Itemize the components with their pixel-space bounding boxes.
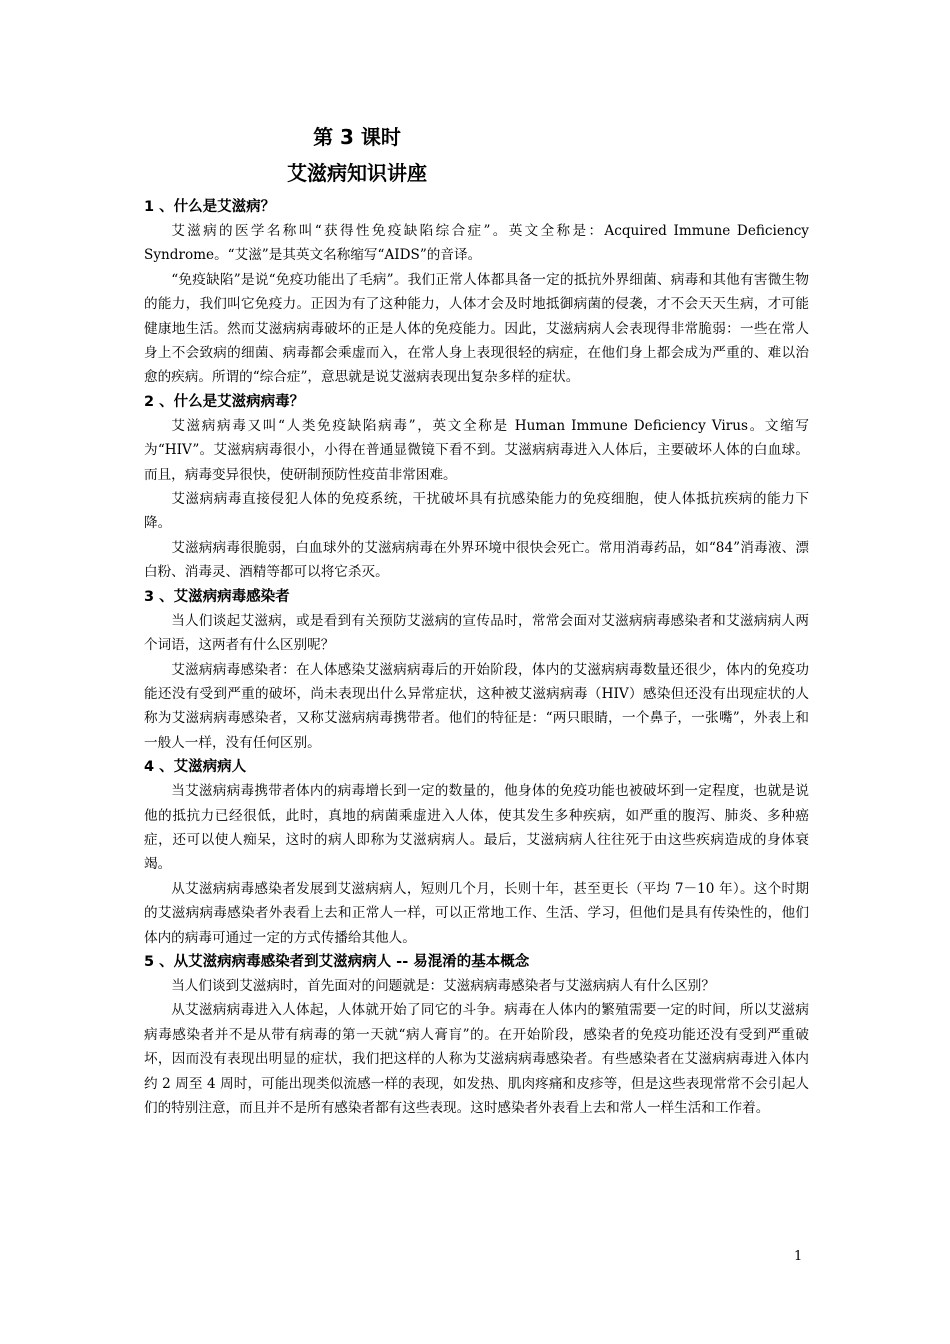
document-body <box>144 195 809 1120</box>
section-heading: 5 、从艾滋病病毒感染者到艾滋病病人 -- 易混淆的基本概念 <box>144 953 530 970</box>
section-3 <box>144 585 809 755</box>
paragraph: 从艾滋病病毒感染者发展到艾滋病病人，短则几个月，长则十年，甚至更长（平均 7－10 年）。这个时期的艾滋病病毒感染者外表看上去和正常人一样，可以正常地工作、生活、学习，但他们是具有传染性的，他们体内的病毒可通过一定的方式传播给其他人。 <box>144 880 809 946</box>
section-heading: 3 、艾滋病病毒感染者 <box>144 588 290 605</box>
page-number: 1 <box>794 1249 803 1264</box>
section-1 <box>144 195 809 390</box>
section-2 <box>144 390 809 585</box>
paragraph: 艾滋病病毒很脆弱，白血球外的艾滋病病毒在外界环境中很快会死亡。常用消毒药品，如“84”消毒液、漂白粉、消毒灵、酒精等都可以将它杀灭。 <box>144 539 809 581</box>
paragraph: 当人们谈起艾滋病，或是看到有关预防艾滋病的宣传品时，常常会面对艾滋病病毒感染者和艾滋病病人两个词语，这两者有什么区别呢？ <box>144 612 809 654</box>
paragraph: 当艾滋病病毒携带者体内的病毒增长到一定的数量的，他身体的免疫功能也被破坏到一定程度，也就是说他的抵抗力已经很低，此时，真地的病菌乘虚进入人体，使其发生多种疾病，如严重的腹泻、肺炎、多种癌症，还可以使人痴呆，这时的病人即称为艾滋病病人。最后，艾滋病病人往往死于由这些疾病造成的身体衰竭。 <box>144 783 809 873</box>
lecture-title: 艾滋病知识讲座 <box>287 161 427 185</box>
lesson-title: 第 3 课时 <box>313 125 401 149</box>
paragraph: “免疫缺陷”是说“免疫功能出了毛病”。我们正常人体都具备一定的抵抗外界细菌、病毒和其他有害微生物的能力，我们叫它免疫力。正因为有了这种能力，人体才会及时地抵御病菌的侵袭，才不会天天生病，才可能健康地生活。然而艾滋病病毒破坏的正是人体的免疫能力。因此，艾滋病病人会表现得非常脆弱：一些在常人身上不会致病的细菌、病毒都会乘虚而入，在常人身上表现很轻的病症，在他们身上都会成为严重的、难以治愈的疾病。所谓的“综合症”，意思就是说艾滋病表现出复杂多样的症状。 <box>144 271 809 386</box>
section-5 <box>144 950 809 1120</box>
paragraph: 艾滋病病毒又叫“人类免疫缺陷病毒”，英文全称是 Human Immune Deficiency Virus。文缩写为“HIV”。艾滋病病毒很小，小得在普通显微镜下看不到。艾滋病病毒进入人体后，主要破坏人体的白血球。而且，病毒变异很快，使研制预防性疫苗非常困难。 <box>144 417 809 483</box>
section-heading: 2 、什么是艾滋病病毒？ <box>144 393 305 410</box>
paragraph: 当人们谈到艾滋病时，首先面对的问题就是：艾滋病病毒感染者与艾滋病病人有什么区别？ <box>171 977 715 994</box>
section-heading: 4 、艾滋病病人 <box>144 759 247 776</box>
paragraph: 艾滋病的医学名称叫“获得性免疫缺陷综合症”。英文全称是：Acquired Immune Deficiency Syndrome。“艾滋”是其英文名称缩写“AIDS”的音译。 <box>144 223 809 264</box>
section-heading: 1 、什么是艾滋病？ <box>144 199 276 215</box>
paragraph: 艾滋病病毒感染者：在人体感染艾滋病病毒后的开始阶段，体内的艾滋病病毒数量还很少，体内的免疫功能还没有受到严重的破坏，尚未表现出什么异常症状，这种被艾滋病病毒（HIV）感染但还没有出现症状的人称为艾滋病病毒感染者，又称艾滋病病毒携带者。他们的特征是：“两只眼睛，一个鼻子，一张嘴”，外表上和一般人一样，没有任何区别。 <box>144 661 809 751</box>
section-4 <box>144 755 809 950</box>
paragraph: 从艾滋病病毒进入人体起，人体就开始了同它的斗争。病毒在人体内的繁殖需要一定的时间，所以艾滋病病毒感染者并不是从带有病毒的第一天就“病人膏肓”的。在开始阶段，感染者的免疫功能还没有受到严重破坏，因而没有表现出明显的症状，我们把这样的人称为艾滋病病毒感染者。有些感染者在艾滋病病毒进入体内约 2 周至 4 周时，可能出现类似流感一样的表现，如发热、肌肉疼痛和皮疹等，但是这些表现常常不会引起人们的特别注意，而且并不是所有感染者都有这些表现。这时感染者外表看上去和常人一样生活和工作着。 <box>144 1002 809 1116</box>
paragraph: 艾滋病病毒直接侵犯人体的免疫系统，干扰破坏具有抗感染能力的免疫细胞，使人体抵抗疾病的能力下降。 <box>144 491 809 532</box>
